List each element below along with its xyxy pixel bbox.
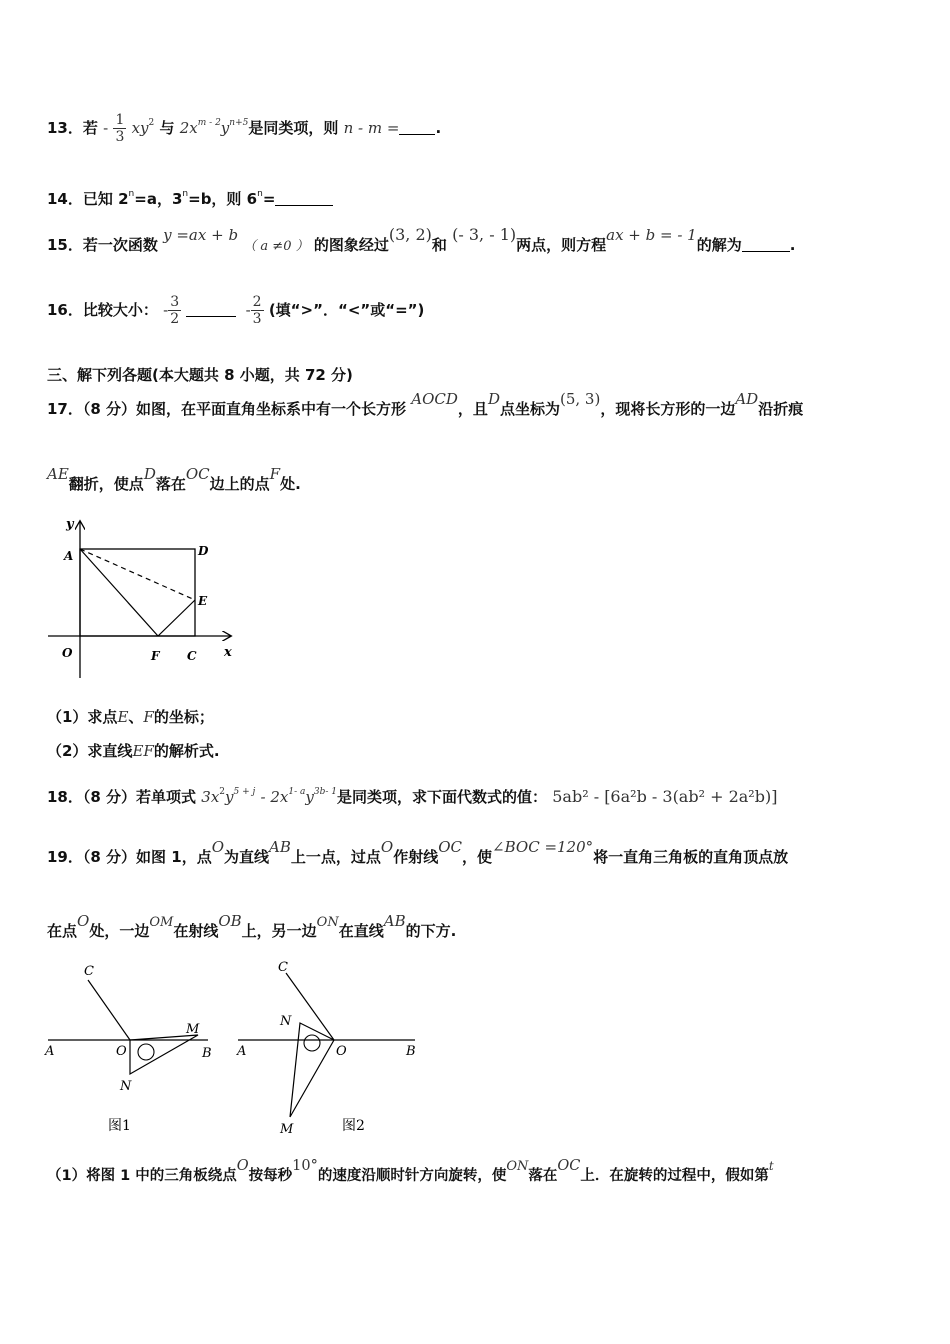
- label-m: M: [186, 1022, 200, 1037]
- label-y: y: [66, 517, 74, 532]
- set-square-hole: [304, 1035, 320, 1051]
- caption-figure-1: 图1: [108, 1118, 131, 1134]
- answer-blank: [742, 237, 790, 252]
- label-n: N: [120, 1079, 132, 1094]
- set-square-hole: [138, 1044, 154, 1060]
- question-16: 16．比较大小： - $\frac{3}{2}$ - $\frac{2}{3}$ (填“>”．“<”或“=”): [47, 294, 425, 327]
- set-square: [130, 1035, 198, 1074]
- question-19-line-2: 在点O处，一边OM在射线OB上，另一边ON在直线AB的下方.: [47, 912, 457, 940]
- question-19-line-1: 19．（8 分）如图 1，点O为直线AB上一点，过点O作射线OC，使∠BOC =120°将一直角三角板的直角顶点放: [47, 838, 789, 866]
- fraction-one-third: $\frac{1}{3}$: [115, 112, 125, 145]
- label-o: O: [62, 646, 73, 660]
- figure-19-2: [230, 955, 425, 1140]
- question-17-line-2: AE翻折，使点D落在OC边上的点F处.: [47, 465, 301, 493]
- label-o: O: [116, 1044, 127, 1059]
- fraction-three-halves: $\frac{3}{2}$: [170, 294, 180, 327]
- label-a: A: [64, 549, 74, 563]
- label-b: B: [202, 1046, 212, 1061]
- fraction-two-thirds: $\frac{2}{3}$: [252, 294, 262, 327]
- answer-blank: [399, 120, 435, 135]
- segment-fe: [158, 600, 195, 636]
- ray-oc: [286, 973, 334, 1040]
- question-17-part-2: （2）求直线EF的解析式.: [47, 742, 220, 760]
- question-18: 18．（8 分）若单项式 $3x^2y^{5 + j} - 2x^{1- a}y^{3b- 1}$是同类项，求下面代数式的值： 5ab² - [6a²b - 3(ab² + 2a²b)]: [47, 787, 778, 806]
- label-m: M: [280, 1122, 294, 1137]
- label-c: C: [84, 964, 94, 979]
- rectangle-aocd: [80, 549, 195, 636]
- caption-figure-2: 图2: [342, 1118, 365, 1134]
- label-f: F: [151, 649, 160, 663]
- question-17-line-1: 17．（8 分）如图，在平面直角坐标系中有一个长方形 AOCD，且D点坐标为(5, 3)，现将长方形的一边AD沿折痕: [47, 390, 804, 418]
- label-x: x: [224, 645, 232, 660]
- label-e: E: [198, 594, 208, 608]
- question-15: 15．若一次函数 y =ax + b （ a ≠0 ） 的图象经过(3, 2)和 (- 3, - 1)两点，则方程ax + b = - 1的解为 .: [47, 225, 796, 254]
- question-14: 14．已知 $2^n=a$，$3^n=b$，则 $6^n=$: [47, 188, 333, 209]
- question-19-part-1: （1）将图 1 中的三角板绕点O按每秒10°的速度沿顺时针方向旋转，使ON落在OC上．在旋转的过程中，假如第$^t$: [47, 1158, 774, 1184]
- label-o: O: [336, 1044, 347, 1059]
- question-13: 13．若 - $\frac{1}{3}$ $xy^2$ 与 $2x^{m - 2}y^{n+5}$是同类项，则 n - m = .: [47, 112, 442, 145]
- figure-19-1: [40, 960, 225, 1140]
- label-n: N: [280, 1014, 292, 1029]
- segment-af: [80, 549, 158, 636]
- answer-blank: [186, 302, 236, 317]
- figure-17-rectangle-fold: [40, 512, 240, 684]
- label-a: A: [45, 1044, 55, 1059]
- ray-oc: [88, 980, 130, 1040]
- section-title: 三、解下列各题(本大题共 8 小题，共 72 分): [47, 366, 353, 384]
- crease-ae: [80, 549, 195, 600]
- label-c: C: [278, 960, 288, 975]
- answer-blank: [275, 191, 333, 206]
- label-c: C: [187, 649, 197, 663]
- label-b: B: [406, 1044, 416, 1059]
- question-17-part-1: （1）求点E、F的坐标；: [47, 708, 214, 726]
- label-a: A: [237, 1044, 247, 1059]
- set-square: [290, 1023, 334, 1117]
- label-d: D: [198, 544, 209, 558]
